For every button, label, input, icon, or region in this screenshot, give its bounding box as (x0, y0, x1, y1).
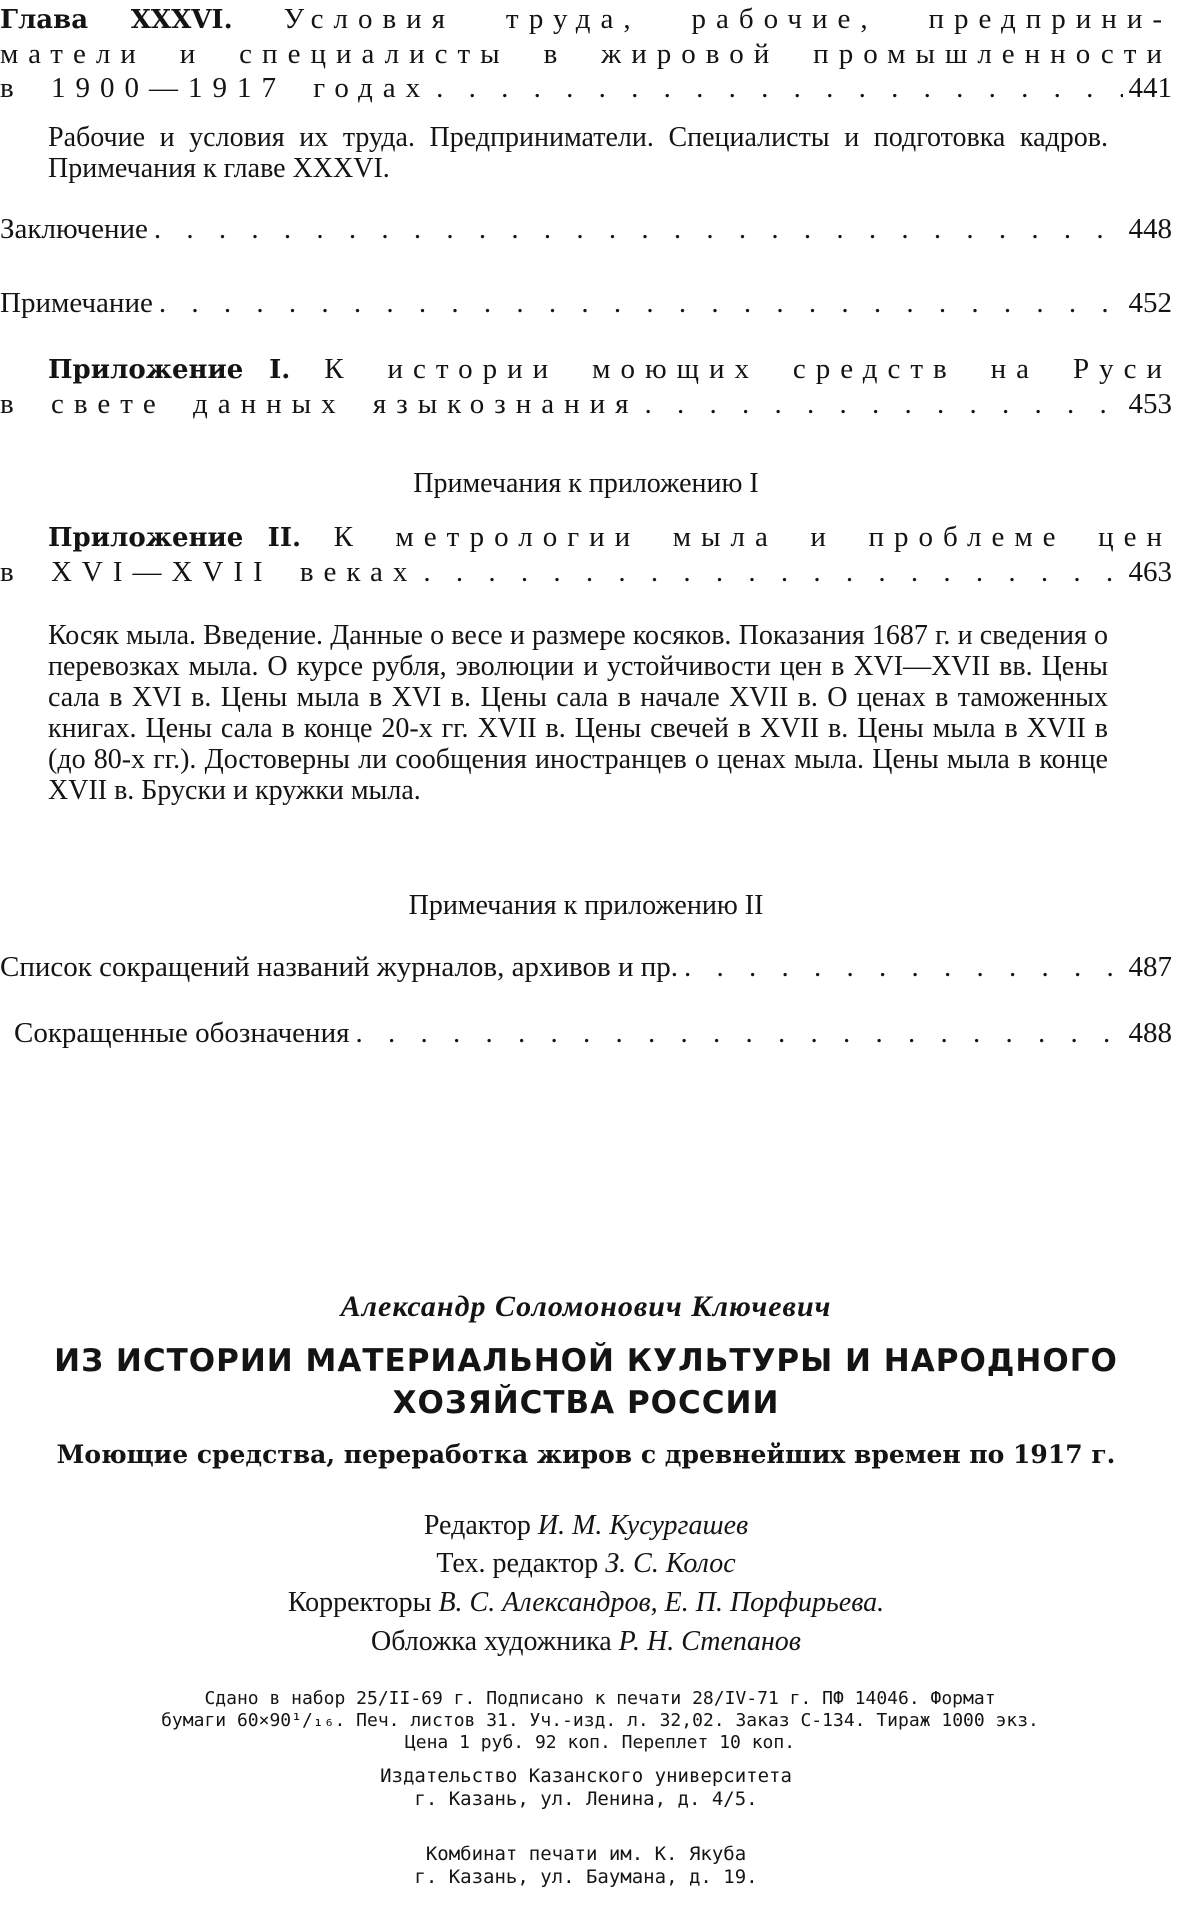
printer-info: Комбинат печати им. К. Якуба г. Казань, ул. Баумана, д. 19. (414, 1843, 758, 1888)
toc-entry-title: в XVI—XVII веках (0, 556, 418, 588)
credit-proofreaders: Корректоры В. С. Александров, Е. П. Порфирьева. (287, 1587, 885, 1618)
toc-entry-title-line: Глава XXXVI. Условия труда, рабочие, предприни- (0, 3, 1173, 35)
toc-entry-title-line: Приложение I. К истории моющих средств на Руси (48, 353, 1172, 385)
dot-leader (159, 286, 1123, 320)
toc-entry-last-line (0, 387, 1172, 421)
toc-entry-appendix-1[interactable] (0, 352, 1172, 421)
toc-page-number: 488 (1128, 1017, 1172, 1049)
publisher-info: Издательство Казанского университета г. Казань, ул. Ленина, д. 4/5. (380, 1765, 792, 1810)
toc-entry-title: в 1900—1917 годах (0, 72, 431, 104)
toc-page-number: 452 (1128, 287, 1172, 319)
toc-page-number: 441 (1128, 72, 1172, 104)
toc-entry-last-line (0, 555, 1172, 589)
toc-entry-title-line: матели и специалисты в жировой промышленности (0, 38, 1172, 70)
credit-cover-artist: Обложка художника Р. Н. Степанов (371, 1626, 801, 1657)
dot-leader (423, 555, 1122, 589)
credit-tech-editor: Тех. редактор З. С. Колос (436, 1548, 736, 1579)
toc-entry-prefix: Приложение I. (48, 355, 291, 385)
colophon-book-title: ИЗ ИСТОРИИ МАТЕРИАЛЬНОЙ КУЛЬТУРЫ И НАРОДНОГО ХОЗЯЙСТВА РОССИИ (54, 1343, 1118, 1421)
dot-leader (684, 950, 1123, 984)
toc-entry-appendix-2[interactable] (0, 520, 1172, 589)
toc-page-number: 463 (1128, 556, 1172, 588)
toc-page-number: 487 (1128, 951, 1172, 983)
toc-subentry-appendix-1-notes: Примечания к приложению I (413, 468, 759, 499)
toc-entry-symbols[interactable] (0, 1016, 1172, 1050)
toc-entry-abbreviations[interactable] (0, 950, 1172, 984)
dot-leader (154, 212, 1123, 246)
toc-entry-prefix: Приложение II. (48, 523, 302, 553)
toc-entry-title: Сокращенные обозначения (14, 1017, 350, 1049)
dot-leader (645, 387, 1123, 421)
toc-entry-title: Примечание (0, 287, 153, 319)
toc-entry-conclusion[interactable] (0, 212, 1172, 246)
toc-page-number: 453 (1128, 388, 1172, 420)
print-imprint: Сдано в набор 25/II-69 г. Подписано к печати 28/IV-71 г. ПФ 14046. Формат бумаги 60×90¹/₁₆. Печ. листов 31. Уч.-изд. л. 32,02. Заказ С-134. Тираж 1000 экз. Цена 1 руб. 92 коп. Переплет 10 коп. (161, 1688, 1039, 1753)
toc-entry-chapter-36[interactable] (0, 2, 1172, 105)
dot-leader (436, 71, 1122, 105)
toc-entry-note[interactable] (0, 286, 1172, 320)
toc-entry-title-line: Приложение II. К метрологии мыла и проблеме цен (48, 521, 1172, 553)
toc-entry-title: Список сокращений названий журналов, архивов и пр. (0, 951, 678, 983)
toc-entry-last-line (0, 71, 1172, 105)
colophon-author: Александр Соломонович Ключевич (340, 1290, 832, 1323)
toc-summary-chapter-36: Рабочие и условия их труда. Предприниматели. Специалисты и подготовка кадров. Примечания к главе XXXVI. (48, 122, 1108, 184)
toc-page-number: 448 (1128, 213, 1172, 245)
dot-leader (355, 1016, 1122, 1050)
toc-entry-prefix: Глава XXXVI. (0, 5, 233, 35)
toc-entry-title: в свете данных языкознания (0, 388, 639, 420)
toc-summary-appendix-2: Косяк мыла. Введение. Данные о весе и размере косяков. Показания 1687 г. и сведения о перевозках мыла. О курсе рубля, эволюции и устойчивости цен в XVI—XVII вв. Цены сала в XVI в. Цены мыла в XVI в. Цены сала в начале XVII в. О ценах в таможенных книгах. Цены сала в конце 20-х гг. XVII в. Цены свечей в XVII в. Цены мыла в XVII в (до 80-х гг.). Достоверны ли сообщения иностранцев о ценах мыла. Цены мыла в конце XVII в. Бруски и кружки мыла. (48, 620, 1108, 806)
credit-editor: Редактор И. М. Кусургашев (423, 1510, 749, 1541)
colophon-subtitle: Моющие средства, переработка жиров с древнейших времен по 1917 г. (56, 1440, 1116, 1469)
toc-entry-title: Заключение (0, 213, 148, 245)
toc-subentry-appendix-2-notes: Примечания к приложению II (408, 890, 764, 921)
